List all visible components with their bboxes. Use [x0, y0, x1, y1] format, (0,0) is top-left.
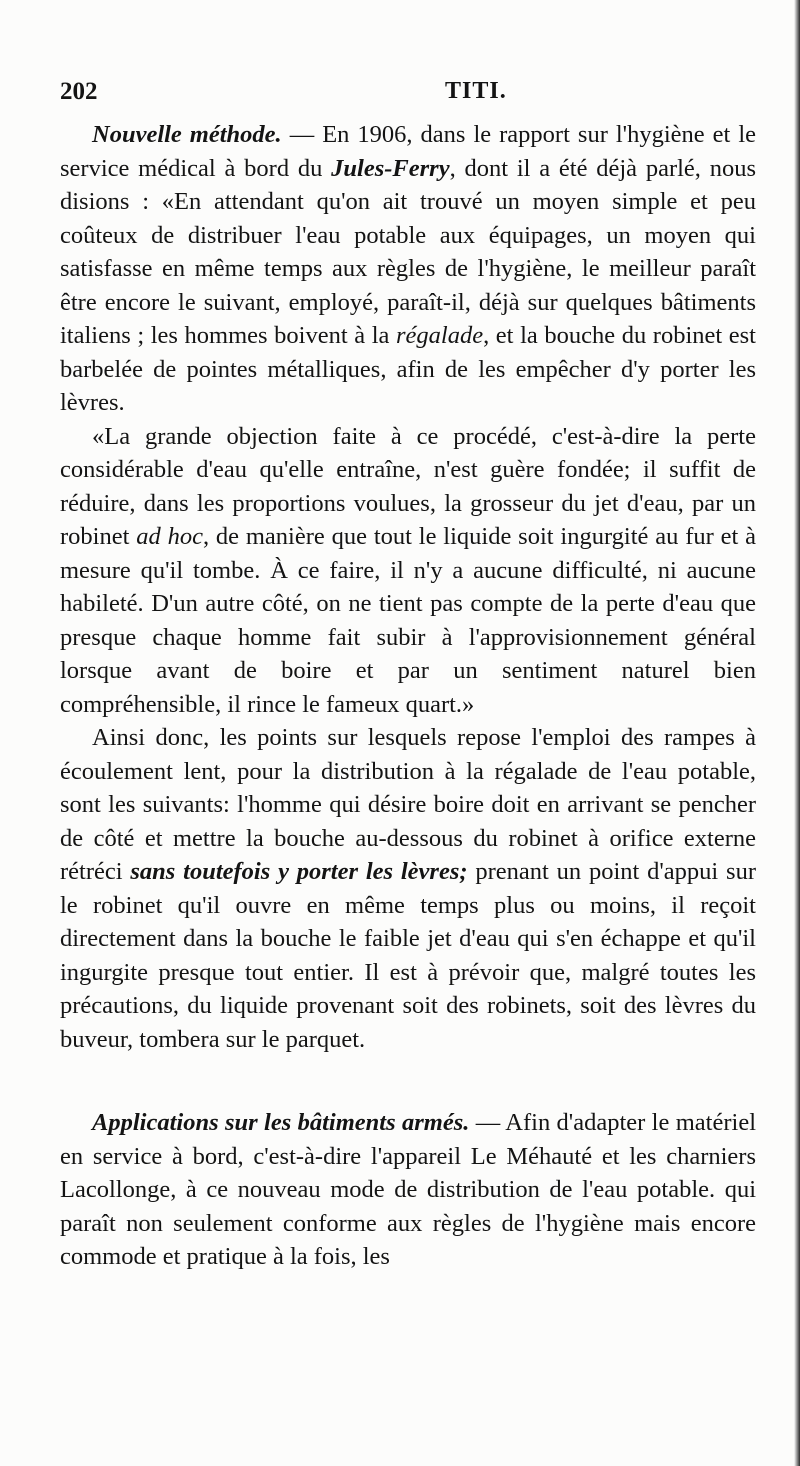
- italic-emphasis: sans toutefois y porter les lèvres;: [130, 858, 468, 885]
- italic-term: régalade: [396, 322, 484, 349]
- text-segment: — Afin d'adapter le matériel en service à bord, c'est-à-dire l'appareil Le Méhauté et les charniers Lacollonge, à ce nouveau mode de distribution de l'eau potable. qui paraît non seulement conforme aux règles de l'hygiène mais encore commode et pratique à la fois, les: [60, 1109, 756, 1270]
- text-segment: , de manière que tout le liquide soit ingurgité au fur et à mesure qu'il tombe. À ce faire, il n'y a aucune difficulté, ni aucune habileté. D'un autre côté, on ne tient pas compte de la perte d'eau que presque chaque homme fait subir à l'approvisionnement général lorsque avant de boire et par un sentiment naturel bien compréhensible, il rince le fameux quart.»: [60, 523, 756, 718]
- text-segment: — En 1906, dans le rapport sur l'hygiène et le service médical à bord du: [60, 121, 757, 182]
- page-header: [60, 72, 760, 112]
- text-segment: , dont il a été déjà parlé, nous disions : «En attendant qu'on ait trouvé un moyen simple et peu coûteux de distribuer l'eau potable aux équipages, un moyen qui satisfasse en même temps aux règles de l'hygiène, le meilleur paraît être encore le suivant, employé, paraît-il, déjà sur quelques bâtiments italiens ; les hommes boivent à la: [60, 154, 757, 349]
- paragraph-applications: [60, 1106, 756, 1274]
- ship-name: Jules-Ferry: [331, 154, 450, 182]
- run-in-heading: Nouvelle méthode.: [92, 121, 282, 148]
- page-number: 202: [60, 78, 98, 105]
- text-segment: prenant un point d'appui sur le robinet qu'il ouvre en même temps plus ou moins, il reçoit directement dans la bouche le faible jet d'eau qui s'en échappe et qu'il ingurgite presque tout entier. Il est à prévoir que, malgré toutes les précautions, du liquide provenant soit des robinets, soit des lèvres du buveur, tombera sur le parquet.: [60, 858, 756, 1053]
- paragraph-quotation: [60, 420, 756, 722]
- running-head: TITI.: [445, 78, 507, 104]
- paragraph-nouvelle-methode: [60, 118, 756, 420]
- text-segment: Ainsi donc, les points sur lesquels repose l'emploi des rampes à écoulement lent, pour la distribution à la régalade de l'eau potable, sont les suivants: l'homme qui désire boire doit en arrivant se pencher de côté et mettre la bouche au-dessous du robinet à orifice externe rétréci: [60, 724, 756, 885]
- page-edge-shadow: [794, 0, 800, 1466]
- paragraph-ainsi-donc: [60, 721, 756, 1056]
- text-segment: , et la bouche du robinet est barbelée de pointes métalliques, afin de les empêcher d'y porter les lèvres.: [60, 322, 756, 416]
- text-segment: «La grande objection faite à ce procédé, c'est-à-dire la perte considérable d'eau qu'elle entraîne, n'est guère fondée; il suffit de réduire, dans les proportions voulues, la grosseur du jet d'eau, par un robinet: [60, 422, 756, 550]
- body-text: [60, 118, 756, 1274]
- run-in-heading: Applications sur les bâtiments armés.: [92, 1109, 470, 1136]
- italic-term: ad hoc: [136, 523, 203, 550]
